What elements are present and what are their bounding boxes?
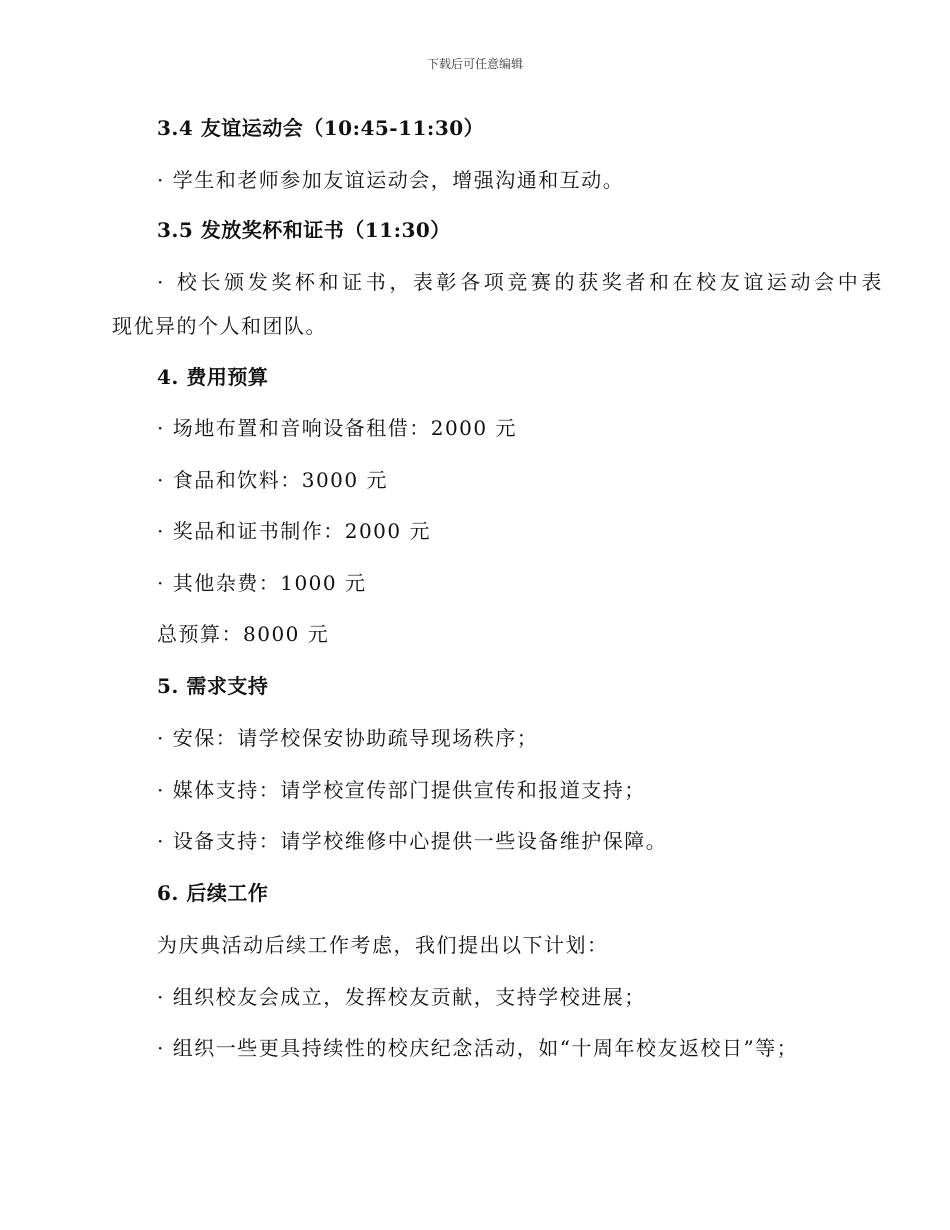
- budget-total: 总预算：8000 元: [157, 622, 330, 646]
- budget-item-misc: · 其他杂费：1000 元: [157, 571, 367, 595]
- budget-item-food: · 食品和饮料：3000 元: [157, 468, 388, 492]
- budget-item-venue: · 场地布置和音响设备租借：2000 元: [157, 416, 517, 440]
- section-5-heading: 5. 需求支持: [157, 674, 269, 698]
- section-3-5-bullet-line-2: 现优异的个人和团队。: [112, 314, 327, 338]
- section-3-5-heading: 3.5 发放奖杯和证书（11:30）: [157, 218, 451, 242]
- section-3-4-heading: 3.4 友谊运动会（10:45-11:30）: [157, 116, 485, 140]
- followup-item-alumni: · 组织校友会成立，发挥校友贡献，支持学校进展；: [157, 985, 646, 1009]
- support-item-security: · 安保：请学校保安协助疏导现场秩序；: [157, 726, 539, 750]
- section-6-heading: 6. 后续工作: [157, 881, 269, 905]
- section-3-5-bullet-line-1: · 校长颁发奖杯和证书，表彰各项竞赛的获奖者和在校友谊运动会中表: [157, 270, 885, 294]
- support-item-equipment: · 设备支持：请学校维修中心提供一些设备维护保障。: [157, 829, 668, 853]
- followup-item-anniversary: · 组织一些更具持续性的校庆纪念活动，如“十周年校友返校日”等；: [157, 1036, 799, 1060]
- support-item-media: · 媒体支持：请学校宣传部门提供宣传和报道支持；: [157, 778, 646, 802]
- page-header: 下载后可任意编辑: [426, 57, 523, 71]
- section-3-4-bullet: · 学生和老师参加友谊运动会，增强沟通和互动。: [157, 168, 625, 192]
- section-4-heading: 4. 费用预算: [157, 365, 269, 389]
- budget-item-prizes: · 奖品和证书制作：2000 元: [157, 519, 431, 543]
- followup-intro: 为庆典活动后续工作考虑，我们提出以下计划：: [157, 933, 609, 957]
